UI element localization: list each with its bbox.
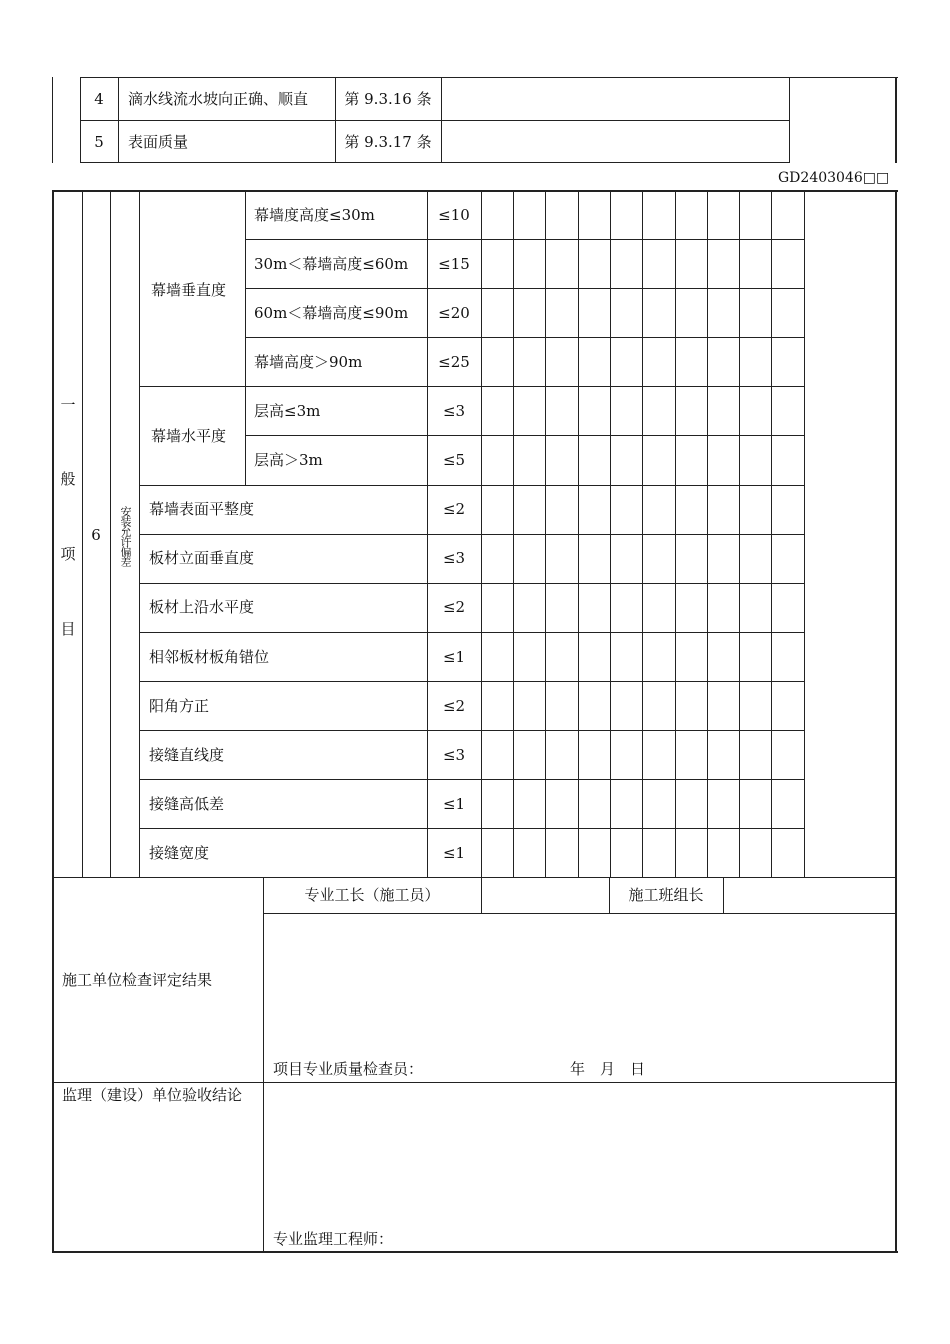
foreman-signature-field[interactable] [482, 878, 609, 913]
group-label: 幕墙垂直度 [151, 281, 227, 299]
tolerance-value: ≤2 [442, 500, 466, 518]
check-item: 表面质量 [128, 133, 189, 151]
tolerance-value: ≤3 [442, 746, 466, 764]
check-item: 接缝高低差 [149, 795, 225, 813]
tolerance-value: ≤10 [438, 206, 470, 224]
check-item: 幕墙度高度≤30m [254, 206, 375, 224]
check-item: 相邻板材板角错位 [149, 648, 270, 666]
form-code: GD2403046□□ [778, 170, 890, 186]
check-item: 层高＞3m [254, 451, 323, 469]
construction-result-field[interactable] [264, 914, 895, 1054]
tolerance-value: ≤20 [438, 304, 470, 322]
team-leader-label: 施工班组长 [628, 886, 704, 904]
check-item: 板材立面垂直度 [149, 549, 255, 567]
category-char: 项 [60, 545, 76, 563]
foreman-label: 专业工长（施工员） [304, 886, 440, 904]
tolerance-value: ≤1 [442, 648, 466, 666]
category-char: 般 [60, 470, 76, 488]
construction-result-label: 施工单位检查评定结果 [62, 971, 213, 989]
group-label: 幕墙水平度 [151, 427, 227, 445]
supervision-conclusion-field[interactable] [264, 1083, 895, 1223]
tolerance-value: ≤3 [442, 549, 466, 567]
check-item: 滴水线流水坡向正确、顺直 [128, 90, 309, 108]
result-cell[interactable] [790, 78, 895, 162]
tolerance-value: ≤2 [442, 598, 466, 616]
check-item: 板材上沿水平度 [149, 598, 255, 616]
standard-clause: 第 9.3.16 条 [344, 90, 432, 108]
check-item: 30m＜幕墙高度≤60m [254, 255, 409, 273]
sub-category-label: 安装允许偏差 [119, 506, 132, 566]
tolerance-value: ≤1 [442, 795, 466, 813]
team-leader-signature-field[interactable] [724, 878, 895, 913]
row-number: 5 [94, 133, 104, 151]
check-item: 阳角方正 [149, 697, 210, 715]
tolerance-value: ≤3 [442, 402, 466, 420]
check-record-cell[interactable] [442, 78, 789, 120]
result-column[interactable] [805, 192, 895, 877]
category-char: 一 [60, 396, 76, 414]
check-item: 接缝直线度 [149, 746, 225, 764]
check-item: 接缝宽度 [149, 844, 210, 862]
row-number: 4 [94, 90, 104, 108]
check-item: 幕墙表面平整度 [149, 500, 255, 518]
measurement-grid[interactable] [482, 192, 804, 877]
inspector-label: 项目专业质量检查员： [273, 1060, 424, 1078]
tolerance-value: ≤2 [442, 697, 466, 715]
check-record-cell[interactable] [442, 121, 789, 162]
tolerance-value: ≤5 [442, 451, 466, 469]
category-char: 目 [60, 620, 76, 638]
standard-clause: 第 9.3.17 条 [344, 133, 432, 151]
tolerance-value: ≤1 [442, 844, 466, 862]
item-number: 6 [91, 526, 101, 544]
check-item: 层高≤3m [254, 402, 321, 420]
supervision-conclusion-label: 监理（建设）单位验收结论 [62, 1086, 243, 1104]
check-item: 幕墙高度＞90m [254, 353, 363, 371]
tolerance-value: ≤25 [438, 353, 470, 371]
check-item: 60m＜幕墙高度≤90m [254, 304, 409, 322]
date-label: 年 月 日 [570, 1060, 646, 1078]
tolerance-value: ≤15 [438, 255, 470, 273]
supervisor-label: 专业监理工程师： [273, 1230, 394, 1248]
